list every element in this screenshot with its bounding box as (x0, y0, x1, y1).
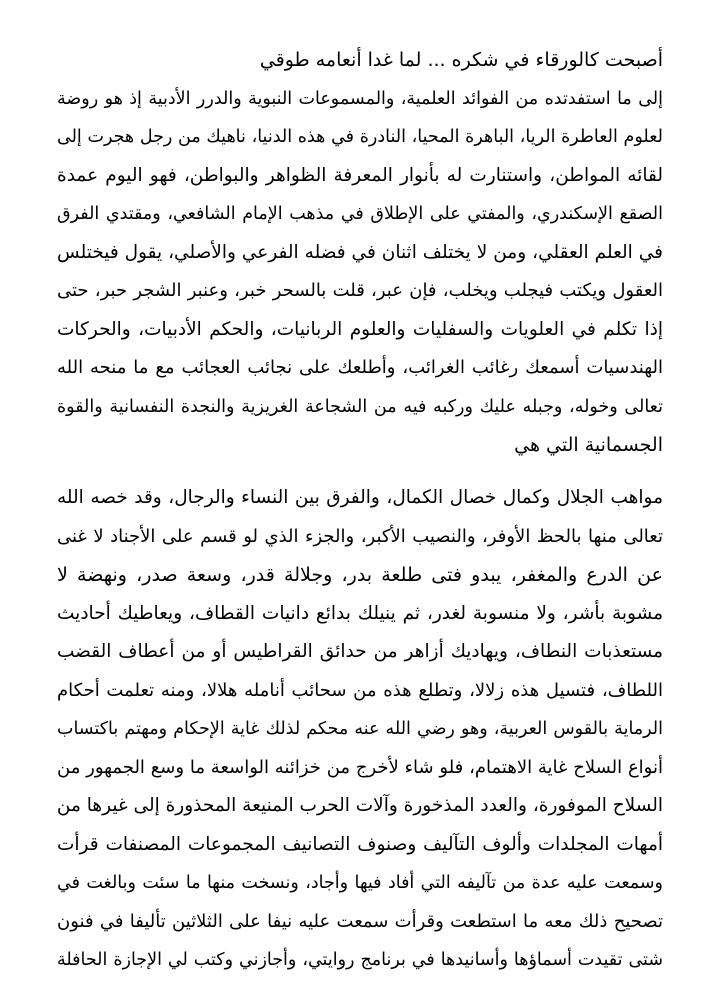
text-line: مشوبة بأشر، ولا منسوبة لغدر، ثم ينيلك بدائع دانيات القطاف، ويعاطيك أحاديث (57, 603, 663, 624)
text-line: وسمعت عليه عدة من تآليفه التي أفاد فيها وأجاد، ونسخت منها ما سئت وبالغت في (57, 873, 663, 893)
text-line: أمهات المجلدات وألوف التآليف وصنوف التصانيف المجموعات المصنفات قرأت (57, 834, 663, 855)
text-line: في العلم العقلي، ومن لا يختلف اثنان في فضله الفرعي والأصلي، يقول فيختلس (57, 242, 663, 263)
text-line: لعلوم العاطرة الريا، الباهرة المحيا، النادرة في هذه الدنيا، ناهيك من رجل هجرت إلى (57, 127, 663, 147)
text-line: عن الدرع والمغفر، يبدو فتى طلعة بدر، وجلالة قدر، وسعة صدر، ونهضة لا (57, 564, 663, 586)
text-line: الصقع الإسكندري، والمفتي على الإطلاق في مذهب الإمام الشافعي، ومقتدي الفرق (57, 204, 663, 224)
text-line: تصحيح ذلك معه ما استطعت وقرأت سمعت عليه نيفا على الثلاثين تأليفا في فنون (57, 911, 663, 932)
text-line: تعالى منها بالحظ الأوفر، والنصيب الأكبر، والجزء الذي لو قسم على الأجناد لا غنى (57, 526, 663, 547)
text-line: شتى تقيدت أسماؤها وأسانيدها في برنامج روايتي، وأجازني وكتب لي الإجازة الحافلة (57, 950, 663, 970)
text-line: إلى ما استفدتده من الفوائد العلمية، والمسموعات النبوية والدرر الأدبية إذ هو روضة (57, 89, 663, 109)
text-line: مستعذبات النطاف، ويهاديك أزاهر من حدائق القراطيس أو من أعطاف القضب (57, 641, 663, 662)
text-line: السلاح الموفورة، والعدد المذخورة وآلات الحرب المنيعة المحذورة إلى غيرها من (56, 795, 663, 816)
text-line: أنواع السلاح غاية الاهتمام، فلو شاء لأخرج من خزائنه الواسعة ما وسع الجمهور من (57, 757, 663, 778)
text-line: لقائه المواطن، واستنارت له بأنوار المعرفة الظواهر والبواطن، فهو اليوم عمدة (57, 165, 663, 186)
text-line: مواهب الجلال وكمال خصال الكمال، والفرق بين النساء والرجال، وقد خصه الله (57, 487, 663, 508)
text-line: الهندسيات أسمعك رغائب الغرائب، وأطلعك على نجائب العجائب مع ما منحه الله (57, 357, 663, 378)
text-line: تعالى وخوله، وجبله عليك وركبه فيه من الشجاعة الغريزية والنجدة النفسانية والقوة (57, 397, 663, 417)
text-line: العقول ويكتب فيجلب ويخلب، فإن عبر، قلت بالسحر خبر، وعنبر الشجر حبر، حتى (57, 280, 663, 301)
verse-line: أصبحت كالورقاء في شكره ... لما غدا أنعامه طوقي (259, 49, 663, 71)
text-line: إذا تكلم في العلويات والسفليات والعلوم الربانيات، والحكم الأدبيات، والحركات (57, 319, 663, 340)
text-line: اللطاف، فتسيل هذه زلالا، وتطلع هذه من سحائب أنامله هلالا، ومنه تعلمت أحكام (57, 680, 663, 701)
text-line: الجسمانية التي هي (514, 434, 663, 456)
text-line: الرماية بالقوس العربية، وهو رضي الله عنه محكم لذلك غاية الإحكام ومهتم باكتساب (57, 719, 663, 739)
